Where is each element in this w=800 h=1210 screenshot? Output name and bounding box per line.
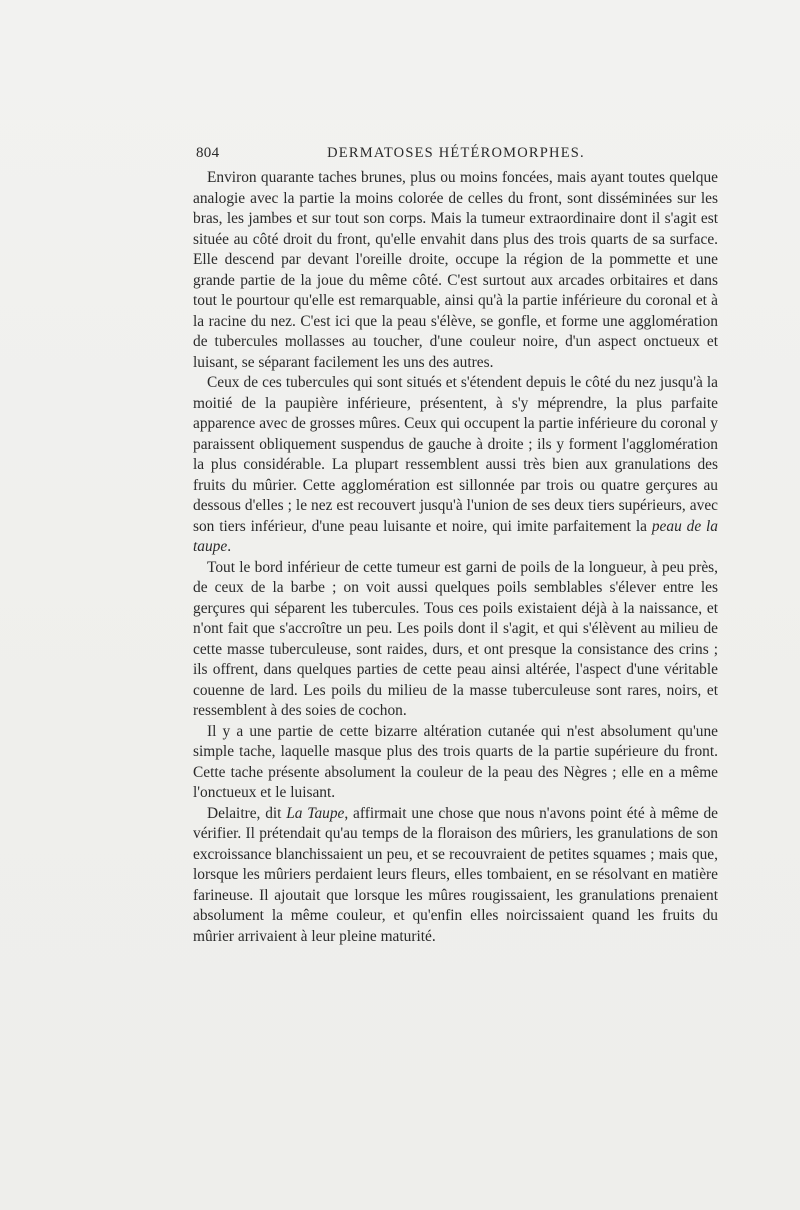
paragraph-4 bbox=[193, 722, 718, 804]
paragraph-2-italic: peau de la taupe bbox=[193, 517, 718, 555]
paragraph-2-text: Ceux de ces tubercules qui sont situés et s'étendent depuis le côté du nez jusqu'à la moitié de la paupière inférieure, présentent, à s'y méprendre, la plus parfaite apparence avec de grosses mûres. Ceux qui occupent la partie inférieure du coronal y paraissent obliquement suspendus de gauche à droite ; ils y forment l'agglomération la plus considérable. La plupart ressemblent aussi très bien aux granulations des fruits du mûrier. Cette agglomération est sillonnée par trois ou quatre gerçures au dessous d'elles ; le nez est recouvert jusqu'à l'union de ses deux tiers supérieurs, avec son tiers inférieur, d'une peau luisante et noire, qui imite parfaitement la bbox=[193, 374, 718, 535]
page-number: 804 bbox=[196, 145, 220, 161]
paragraph-2-end: . bbox=[227, 538, 232, 555]
paragraph-1-text: Environ quarante taches brunes, plus ou moins foncées, mais ayant toutes quelque analogie avec la partie la moins colorée de celles du front, sont disséminées sur les bras, les jambes et sur tout son corps. Mais la tumeur extraordinaire dont il s'agit est située au côté droit du front, qu'elle envahit dans plus des trois quarts de sa surface. Elle descend par devant l'oreille droite, occupe la région de la pommette et une grande partie de la joue du même côté. C'est surtout aux arcades orbitaires et dans tout le pourtour qu'elle est remarquable, ainsi qu'à la partie inférieure du coronal et à la racine du nez. C'est ici que la peau s'élève, se gonfle, et forme une agglomération de tubercules mollasses au toucher, d'une couleur noire, d'un aspect onctueux et luisant, se séparant facilement les uns des autres. bbox=[193, 169, 718, 371]
paragraph-5-start: Delaitre, dit bbox=[207, 804, 287, 822]
page-header bbox=[196, 145, 716, 167]
paragraph-5 bbox=[193, 804, 718, 948]
running-title: DERMATOSES HÉTÉROMORPHES. bbox=[327, 145, 585, 161]
paragraph-5-text: , affirmait une chose que nous n'avons point été à même de vérifier. Il prétendait qu'au temps de la floraison des mûriers, les granulations de son excroissance blanchissaient un peu, et se recouvraient de petites squames ; mais que, lorsque les mûriers perdaient leurs fleurs, elles tombaient, en se résolvant en matière farineuse. Il ajoutait que lorsque les mûres rougissaient, les granulations prenaient absolument la même couleur, et qu'enfin elles noircissaient quand les fruits du mûrier arrivaient à leur pleine maturité. bbox=[193, 804, 718, 945]
paragraph-3-text: Tout le bord inférieur de cette tumeur est garni de poils de la longueur, à peu près, de ceux de la barbe ; on voit aussi quelques poils semblables s'élever entre les gerçures qui séparent les tubercules. Tous ces poils existaient déjà à la naissance, et n'ont fait que s'accroître un peu. Les poils dont il s'agit, et qui s'élèvent au milieu de cette masse tuberculeuse, sont raides, durs, et ont presque la consistance des crins ; ils offrent, dans quelques parties de cette peau ainsi altérée, l'aspect d'une véritable couenne de lard. Les poils du milieu de la masse tuberculeuse sont rares, noirs, et ressemblent à des soies de cochon. bbox=[193, 558, 718, 719]
paragraph-4-text: Il y a une partie de cette bizarre altération cutanée qui n'est absolument qu'une simple tache, laquelle masque plus des trois quarts de la partie supérieure du front. Cette tache présente absolument la couleur de la peau des Nègres ; elle en a même l'onctueux et le luisant. bbox=[193, 722, 718, 801]
paragraph-5-italic: La Taupe bbox=[286, 804, 345, 822]
body-text bbox=[193, 168, 718, 947]
paragraph-2 bbox=[193, 373, 718, 558]
paragraph-3 bbox=[193, 558, 718, 722]
paragraph-1 bbox=[193, 168, 718, 373]
